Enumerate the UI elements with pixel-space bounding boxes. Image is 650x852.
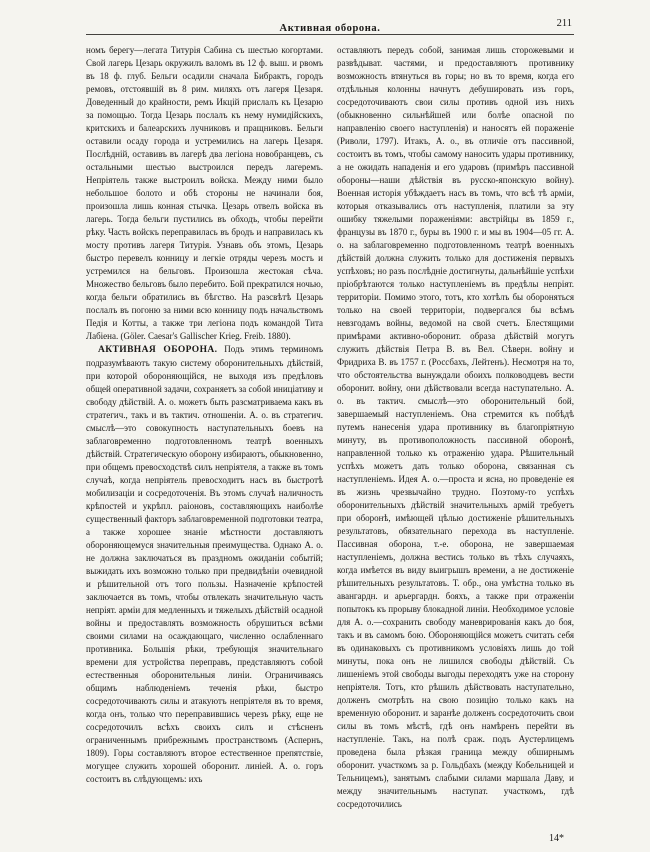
article-heading: АКТИВНАЯ ОБОРОНА. bbox=[98, 345, 218, 355]
paragraph-caesar-campaign: номъ берегу—легата Титурія Сабина съ шестью когортами. Свой лагерь Цезарь окружилъ валомъ въ 12 ф. выш. и рвомъ въ 18 ф. глуб. Бельги осадили сначала Бибрактъ, городъ ремовъ, отстоявшій въ 8 рим. миляхъ отъ лагеря Цезаря. Доведенный до крайности, ремъ Икцій прислалъ къ Цезарю за помощью. Тогда Цезарь послалъ къ нему нумидійскихъ, критскихъ и балеарскихъ лучниковъ и пращниковъ. Бельги оставили осаду города и устремились на лагерь Цезаря. Послѣдній, оставивъ въ лагерѣ два легіона новобранцевъ, съ остальными шестью выстроился передъ лагеремъ. Непріятель также выстроилъ войска. Между ними было небольшое болото и обѣ стороны не начинали боя, произошла лишь конная стычка. Цезарь отвелъ войска въ лагерь. Тогда бельги пустились въ обходъ, чтобы перейти рѣку. Часть войскъ переправилась въ бродъ и направилась къ мосту противъ лагеря Титурія. Узнавъ объ этомъ, Цезарь быстро перевелъ конницу и легкіе отряды черезъ мостъ и устремился на бельговъ. Произошла жестокая сѣча. Множество бельговъ было перебито. Бой прекратился ночью, когда бельги обратились въ бѣгство. На разсвѣтѣ Цезарь послалъ въ погоню за ними всю конницу подъ начальствомъ Педія и Котты, а также три легіона подъ командой Тита Лабіена. (Göler. Caesar's Gallischer Krieg. Freib. 1880). bbox=[86, 45, 323, 341]
right-column bbox=[337, 44, 574, 836]
text-columns bbox=[86, 44, 574, 836]
article-body-right: оставляютъ передъ собой, занимая лишь сторожевыми и развѣдыват. частями, и предоставляютъ противнику возможность втянуться въ горы; но въ то время, когда его отдѣльныя колонны начнутъ дебушировать изъ горъ, сосредоточиваютъ свои силы противъ одной изъ нихъ (обыкновенно сильнѣйшей или болѣе опасной по направленію своего наступленія) и наносятъ ей пораженіе (Риволи, 1797). Итакъ, А. о., въ отличіе отъ пассивной, состоитъ въ томъ, чтобы самому наносить удары противнику, а не ожидать нападенія и его ударовъ (примѣръ пассивной обороны—наши дѣйствія въ русско-японскую войну). Военная исторія убѣждаетъ насъ въ томъ, что всѣ тѣ арміи, которыя отказывались отъ наступленія, платили за эту ошибку тяжелыми пораженіями: австрійцы въ 1859 г., французы въ 1870 г., буры въ 1900 г. и мы въ 1904—05 гг. А. о. на заблаговременно подготовленномъ театрѣ военныхъ дѣйствій должна служить только для достиженія первыхъ успѣховъ; но разъ послѣдніе достигнуты, дальнѣйшіе успѣхи пріобрѣтаются только наступленіемъ въ предѣлы непріят. территоріи. Помимо этого, тотъ, кто хотѣлъ бы обороняться только на своей территоріи, подвергался бы всѣмъ невзгодамъ войны, ведомой на свой счетъ. Блестящими примѣрами активно-оборонит. образа дѣйствій могутъ служить дѣйствія Петра В. въ Вел. Сѣверн. войну и Фридриха В. въ 1757 г. (Россбахъ, Лейтенъ). Несмотря на то, что обстоятельства вынуждали обоихъ полководцевъ вести оборонит. войну, они дѣйствовали всегда наступательно. А. о. въ тактич. смыслѣ—это оборонительный бой, завершаемый наступленіемъ. Она стремится къ побѣдѣ путемъ нанесенія удара противнику въ благопріятную минуту, въ противоположность пассивной оборонѣ, направленной только къ отраженію удара. Рѣшительный успѣхъ можетъ дать только оборона, связанная съ наступленіемъ. Идея А. о.—проста и ясна, но проведеніе ея въ жизнь чрезвычайно трудно. Поэтому-то успѣхъ оборонительныхъ дѣйствій значительныхъ армій требуетъ при оборонѣ, имѣющей цѣлью достиженіе рѣшительныхъ результатовъ, обязательнаго перехода въ наступленіе. Пассивная оборона, т.-е. оборона, не завершаемая наступленіемъ, должна вестись только въ тѣхъ случаяхъ, когда имѣется въ виду выигрышъ времени, а не достиженіе рѣшительныхъ результатовъ. Т. обр., она умѣстна только въ авангардн. и арьергардн. бояхъ, а также при отраженіи попытокъ къ прорыву блокадной линіи. Необходимое условіе для А. о.—сохранить свободу маневрированія какъ до боя, такъ и въ самомъ бою. Обороняющійся можетъ считать себя въ одинаковыхъ съ противникомъ условіяхъ лишь до той минуты, пока онъ не лишился свободы дѣйствій. Съ лишеніемъ этой свободы выгоды переходятъ уже на сторону непріятеля. Тотъ, кто рѣшилъ дѣйствовать наступательно, долженъ смотрѣть на свою позицію только какъ на временную оборонит. и заранѣе долженъ сосредоточить свои силы въ томъ мѣстѣ, гдѣ онъ намѣренъ перейти въ наступленіе. Такъ, на полѣ сраж. подъ Аустерлицемъ проведена была рѣзкая граница между обширнымъ оборонит. участкомъ за р. Гольдбахъ (между Кобельницей и Тельницемъ), занятымъ слабыми силами маршала Даву, и между значительнымъ наступат. участкомъ, гдѣ сосредоточились bbox=[337, 45, 574, 809]
paragraph-article-start bbox=[86, 343, 323, 786]
page-header bbox=[86, 18, 574, 35]
book-page bbox=[86, 18, 574, 844]
signature-mark: 14* bbox=[549, 833, 564, 844]
left-column bbox=[86, 44, 323, 836]
article-body-left: Подъ этимъ терминомъ подразумѣваютъ такую систему оборонительныхъ дѣйствій, при которой обороняющійся, не выходя изъ предѣловъ общей оперативной задачи, сохраняетъ за собой иниціативу и свободу дѣйствій. А. о. можетъ быть разсматриваема какъ въ стратегич., такъ и въ тактич. отношеніи. А. о. въ стратегич. смыслѣ—это совокупность наступательныхъ боевъ на заблаговременно подготовленномъ театрѣ военныхъ дѣйствій. Стратегическую оборону избираютъ, обыкновенно, при общемъ превосходствѣ силъ непріятеля, а также въ томъ случаѣ, когда непріятель превосходитъ насъ въ быстротѣ мобилизаціи и сосредоточенія. Въ этомъ случаѣ наличность крѣпостей и укрѣпл. раіоновъ, составляющихъ наиболѣе существенный факторъ заблаговременной подготовки театра, а также хорошее знаніе мѣстности доставляютъ обороняющемуся значительныя преимущества. Однако А. о. не должна заключаться въ праздномъ ожиданіи событій; выжидать ихъ возможно только при предвидѣніи очевидной и рѣшительной отъ того пользы. Назначеніе крѣпостей заключается въ томъ, чтобы отвлекать значительную часть непріят. арміи для медленныхъ и тяжелыхъ дѣйствій осадной войны и предоставлять возможность обрушиться всѣми своими силами на осаждающаго, численно ослабленнаго противника. Большія рѣки, требующія значительнаго времени для устройства переправъ, представляютъ собой естественныя оборонительныя линіи. Ограничиваясь общимъ наблюденіемъ теченія рѣки, быстро сосредоточиваютъ силы и атакуютъ непріятеля въ то время, когда онъ, только что переправившись черезъ рѣку, еще не сосредоточилъ всѣхъ своихъ силъ и стѣсненъ ограниченнымъ прибрежнымъ пространствомъ (Аспернъ, 1809). Горы составляютъ второе естественное препятствіе, могущее служить хорошей оборонит. линіей. А. о. горъ состоитъ въ слѣдующемъ: ихъ bbox=[86, 344, 323, 784]
page-number: 211 bbox=[556, 18, 572, 29]
running-title: Активная оборона. bbox=[279, 23, 381, 34]
